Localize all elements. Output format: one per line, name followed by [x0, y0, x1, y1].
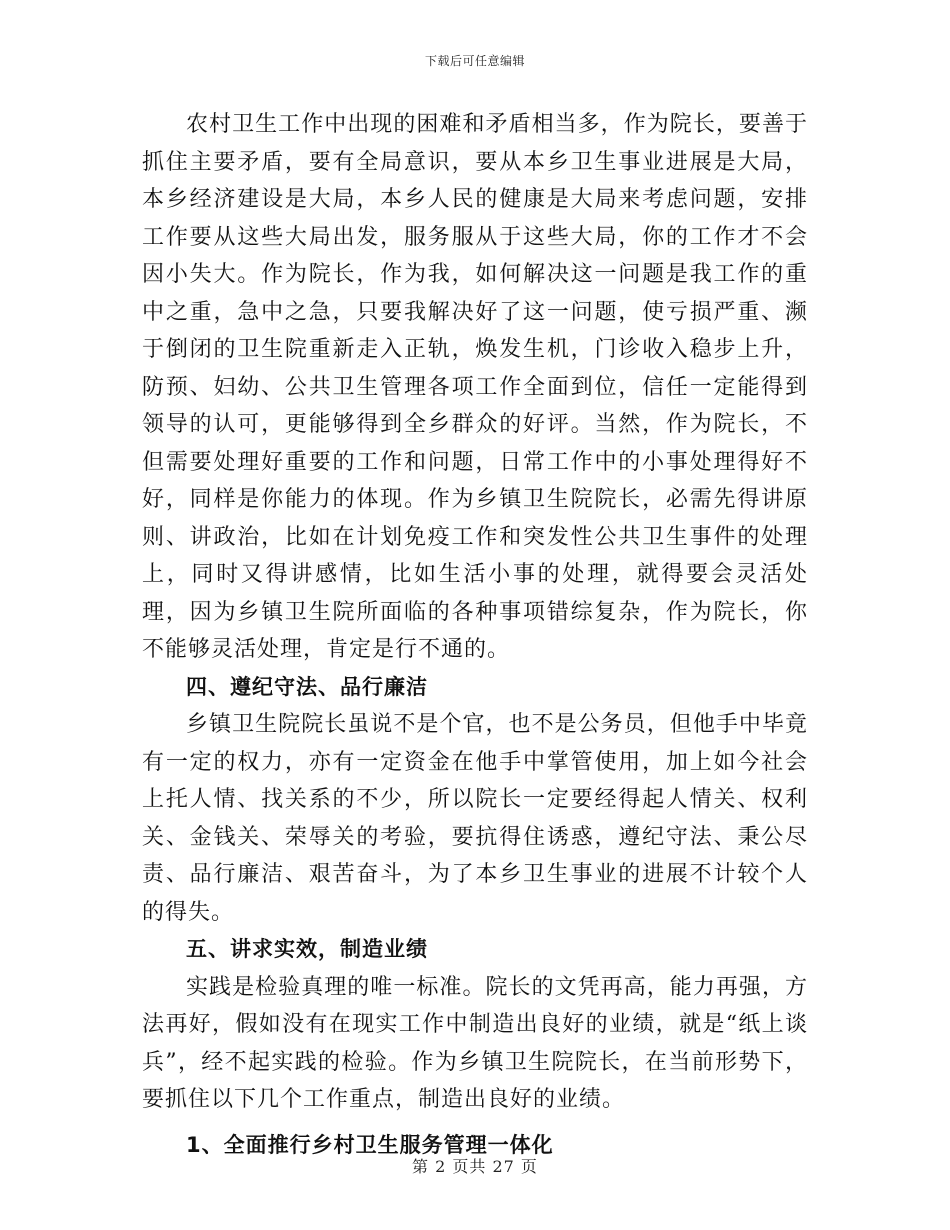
- paragraph-3: 实践是检验真理的唯一标准。院长的文凭再高，能力再强，方法再好，假如没有在现实工作中制造出良好的业绩，就是“纸上谈兵”，经不起实践的检验。作为乡镇卫生院院长，在当前形势下，要抓住以下几个工作重点，制造出良好的业绩。: [142, 974, 808, 1112]
- paragraph-2: 乡镇卫生院院长虽说不是个官，也不是公务员，但他手中毕竟有一定的权力，亦有一定资金在他手中掌管使用，加上如今社会上托人情、找关系的不少，所以院长一定要经得起人情关、权利关、金钱关、荣辱关的考验，要抗得住诱惑，遵纪守法、秉公尽责、品行廉洁、艰苦奋斗，为了本乡卫生事业的进展不计较个人的得失。: [142, 712, 808, 925]
- section-heading-4: 四、遵纪守法、品行廉洁: [186, 674, 428, 699]
- document-body: [142, 106, 808, 1164]
- paragraph-1: 农村卫生工作中出现的困难和矛盾相当多，作为院长，要善于抓住主要矛盾，要有全局意识，要从本乡卫生事业进展是大局，本乡经济建设是大局，本乡人民的健康是大局来考虑问题，安排工作要从这些大局出发，服务服从于这些大局，你的工作才不会因小失大。作为院长，作为我，如何解决这一问题是我工作的重中之重，急中之急，只要我解决好了这一问题，使亏损严重、濒于倒闭的卫生院重新走入正轨，焕发生机，门诊收入稳步上升，防预、妇幼、公共卫生管理各项工作全面到位，信任一定能得到领导的认可，更能够得到全乡群众的好评。当然，作为院长，不但需要处理好重要的工作和问题，日常工作中的小事处理得好不好，同样是你能力的体现。作为乡镇卫生院院长，必需先得讲原则、讲政治，比如在计划免疫工作和突发性公共卫生事件的处理上，同时又得讲感情，比如生活小事的处理，就得要会灵活处理，因为乡镇卫生院所面临的各种事项错综复杂，作为院长，你不能够灵活处理，肯定是行不通的。: [142, 112, 808, 662]
- header-note: 下载后可任意编辑: [424, 54, 525, 68]
- subsection-heading-1: 1、全面推行乡村卫生服务管理一体化: [186, 1132, 554, 1157]
- page-number: 第 2 页共 27 页: [412, 1157, 538, 1176]
- section-heading-5: 五、讲求实效，制造业绩: [186, 937, 428, 961]
